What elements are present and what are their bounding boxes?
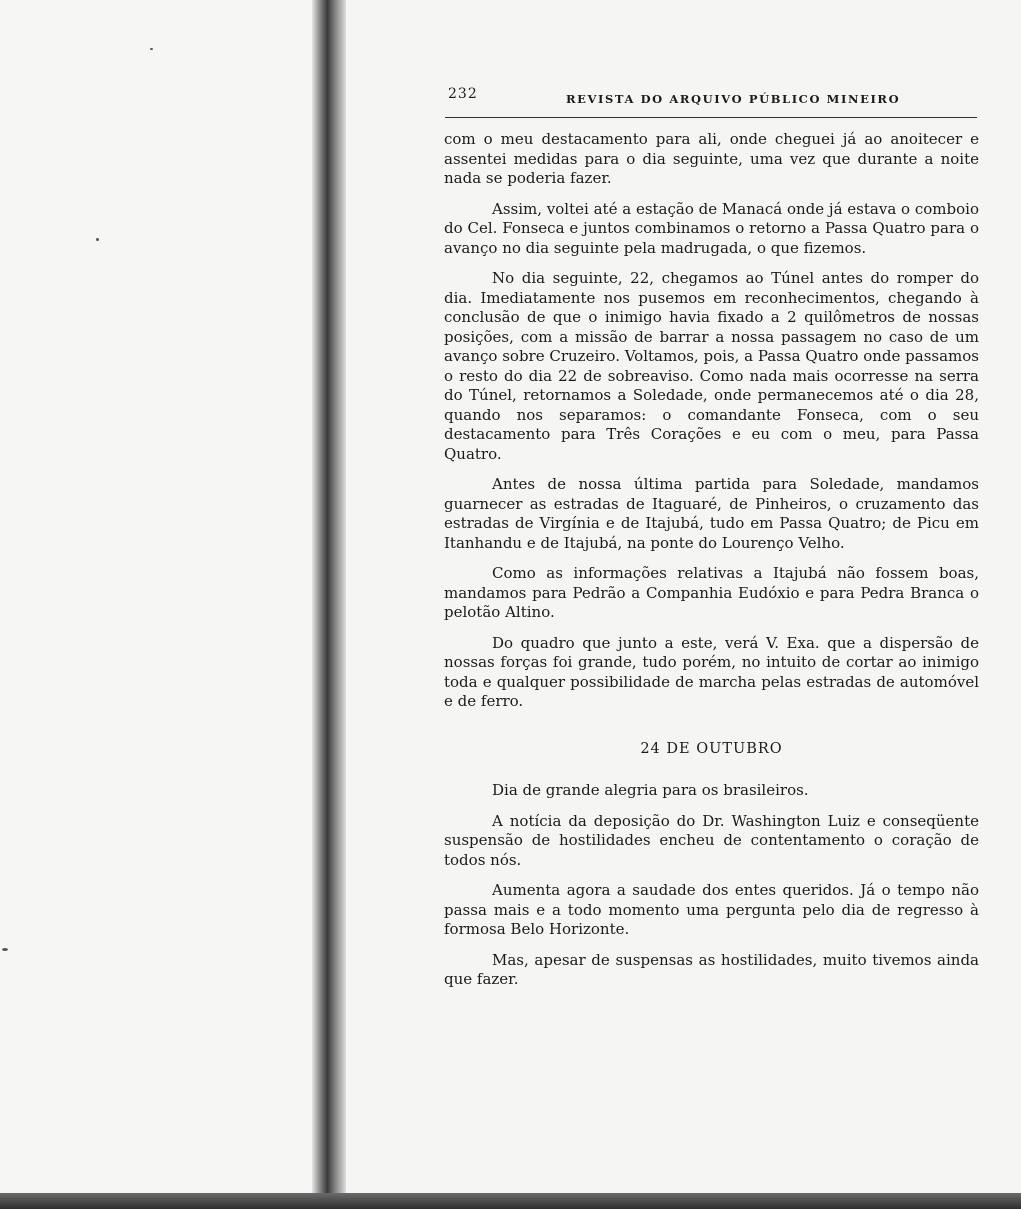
paragraph: Do quadro que junto a este, verá V. Exa. que a dispersão de nossas forças foi grande, tudo porém, no intuito de cortar ao inimigo toda e qualquer possibilidade de marcha pelas estradas de automóvel e de ferro. (444, 633, 979, 710)
section-title: 24 DE OUTUBRO (640, 740, 783, 757)
paragraph: Como as informações relativas a Itajubá não fossem boas, mandamos para Pedrão a Companhia Eudóxio e para Pedra Branca o pelotão Altino. (444, 564, 979, 621)
paragraph: Aumenta agora a saudade dos entes queridos. Já o tempo não passa mais e a todo momento uma pergunta pelo dia de regresso à formosa Belo Horizonte. (444, 881, 979, 938)
paragraph: Dia de grande alegria para os brasileiros. (492, 781, 809, 799)
paragraph: A notícia da deposição do Dr. Washington Luiz e conseqüente suspensão de hostilidades encheu de contentamento o coração de todos nós. (444, 811, 979, 869)
body-text (444, 130, 979, 1001)
page-speck (2, 948, 8, 951)
page-number: 232 (448, 86, 478, 102)
book-gutter (312, 0, 346, 1195)
paragraph: Mas, apesar de suspensas as hostilidades, muito tivemos ainda que fazer. (444, 950, 979, 988)
paragraph: Assim, voltei até a estação de Manacá onde já estava o comboio do Cel. Fonseca e juntos combinamos o retorno a Passa Quatro para o avanço no dia seguinte pela madrugada, o que fizemos. (444, 199, 979, 257)
page-speck (150, 48, 153, 50)
running-head: REVISTA DO ARQUIVO PÚBLICO MINEIRO (566, 92, 901, 106)
header-rule (445, 117, 977, 118)
left-page-margin (0, 0, 318, 1209)
paragraph: Antes de nossa última partida para Soledade, mandamos guarnecer as estradas de Itaguaré, de Pinheiros, o cruzamento das estradas de Virgínia e de Itajubá, tudo em Passa Quatro; de Picu em Itanhandu e de Itajubá, na ponte do Lourenço Velho. (444, 475, 979, 552)
paragraph: No dia seguinte, 22, chegamos ao Túnel antes do romper do dia. Imediatamente nos pusemos em reconhecimentos, chegando à conclusão de que o inimigo havia fixado a 2 quilômetros de nossas posições, com a missão de barrar a nossa passagem no caso de um avanço sobre Cruzeiro. Voltamos, pois, a Passa Quatro onde passamos o resto do dia 22 de sobreaviso. Como nada mais ocorresse na serra do Túnel, retornamos a Soledade, onde permanecemos até o dia 28, quando nos separamos: o comandante Fonseca, com o seu destacamento para Três Corações e eu com o meu, para Passa Quatro. (444, 269, 979, 463)
paragraph: com o meu destacamento para ali, onde cheguei já ao anoitecer e assentei medidas para o dia seguinte, uma vez que durante a noite nada se poderia fazer. (444, 130, 979, 187)
page-speck (96, 238, 99, 241)
page-bottom-edge (0, 1193, 1021, 1209)
page-header (448, 86, 978, 110)
